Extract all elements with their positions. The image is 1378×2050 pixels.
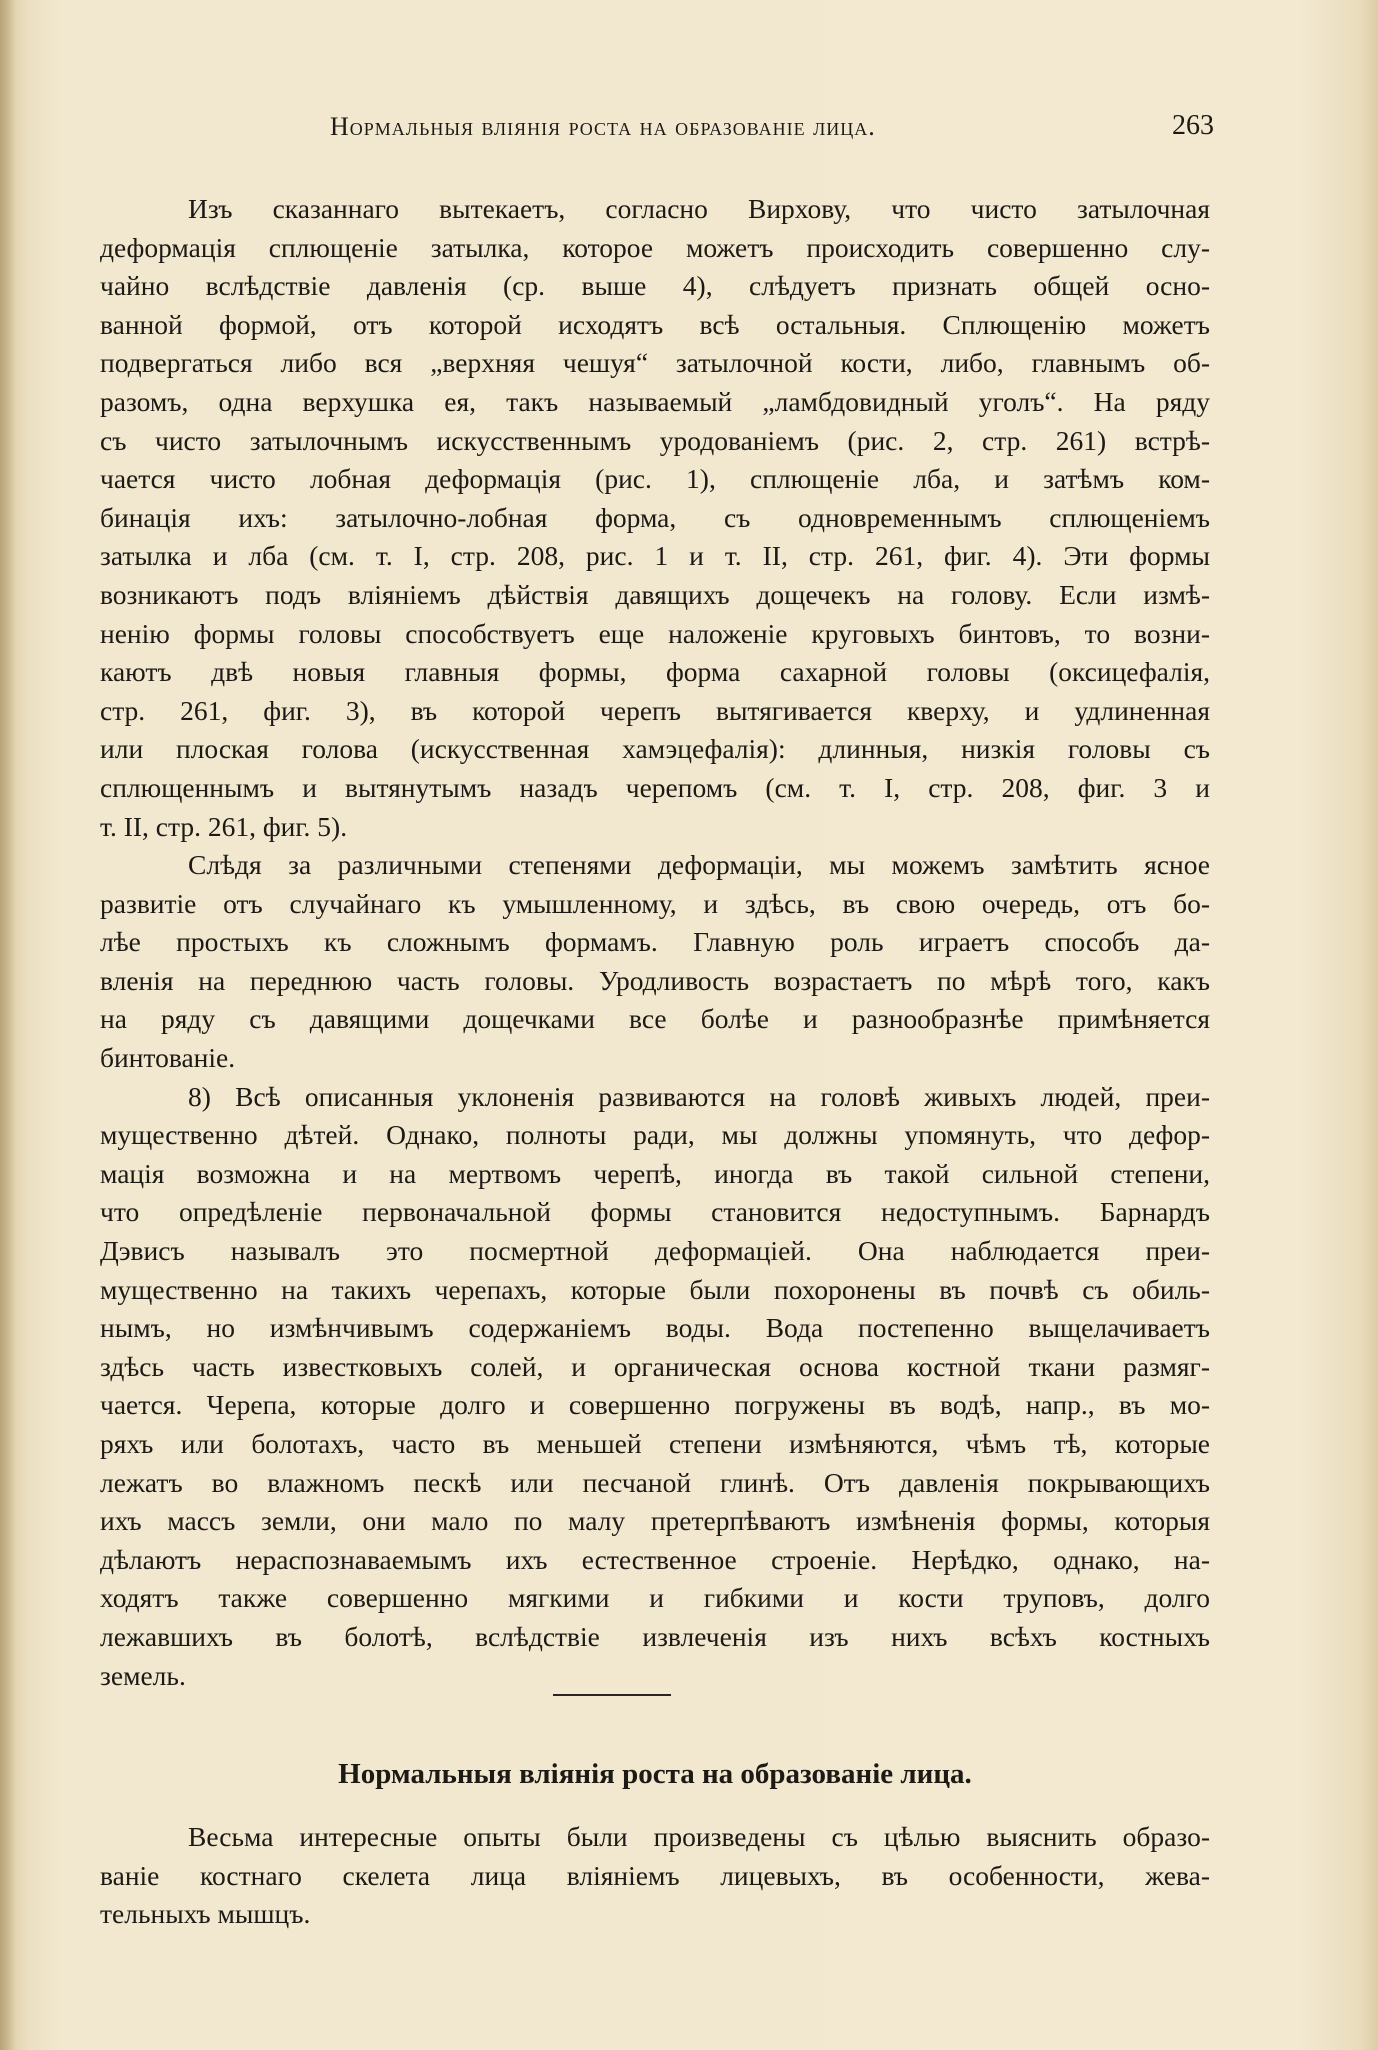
- text-line: чайно вслѣдствіе давленія (ср. выше 4), слѣдуетъ признать общей осно-: [100, 270, 1210, 302]
- text-line: подвергаться либо вся „верхняя чешуя“ затылочной кости, либо, главнымъ об-: [100, 347, 1210, 379]
- text-line: Дэвисъ называлъ это посмертной деформаціей. Она наблюдается преи-: [100, 1235, 1210, 1267]
- running-title: Нормальныя вліянія роста на образованіе лица.: [330, 112, 876, 141]
- text-line: Изъ сказаннаго вытекаетъ, согласно Вирхову, что чисто затылочная: [188, 193, 1210, 224]
- text-line: развитіе отъ случайнаго къ умышленному, и здѣсь, въ свою очередь, отъ бо-: [100, 887, 1210, 919]
- text-line: чается. Черепа, которые долго и совершенно погружены въ водѣ, напр., въ мо-: [100, 1389, 1210, 1421]
- text-line: лѣе простыхъ къ сложнымъ формамъ. Главную роль играетъ способъ да-: [100, 926, 1210, 958]
- text-line: лежатъ во влажномъ пескѣ или песчаной глинѣ. Отъ давленія покрывающихъ: [100, 1466, 1210, 1498]
- text-line: или плоская голова (искусственная хамэцефалія): длинныя, низкія головы съ: [100, 733, 1210, 765]
- text-line: ихъ массъ земли, они мало по малу претерпѣваютъ измѣненія формы, которыя: [100, 1505, 1210, 1537]
- text-line: мація возможна и на мертвомъ черепѣ, иногда въ такой сильной степени,: [100, 1157, 1210, 1189]
- text-line: затылка и лба (см. т. I, стр. 208, рис. 1 и т. II, стр. 261, фиг. 4). Эти формы: [100, 540, 1210, 572]
- text-line: бинація ихъ: затылочно-лобная форма, съ одновременнымъ сплющеніемъ: [100, 501, 1210, 533]
- text-line: разомъ, одна верхушка ея, такъ называемый „ламбдовидный уголъ“. На ряду: [100, 385, 1210, 417]
- text-line: мущественно дѣтей. Однако, полноты ради, мы должны упомянуть, что дефор-: [100, 1119, 1210, 1151]
- text-line: ряхъ или болотахъ, часто въ меньшей степени измѣняются, чѣмъ тѣ, которые: [100, 1428, 1210, 1459]
- text-line: вленія на переднюю часть головы. Уродливость возрастаетъ по мѣрѣ того, какъ: [100, 964, 1210, 996]
- page-number: 263: [1172, 110, 1214, 141]
- spine-shadow: [0, 0, 16, 2050]
- body-text: [100, 190, 1210, 1695]
- text-line: чается чисто лобная деформація (рис. 1), сплющеніе лба, и затѣмъ ком-: [100, 463, 1210, 495]
- text-line: Слѣдя за различными степенями деформаціи, мы можемъ замѣтить ясное: [188, 849, 1210, 881]
- text-line: т. II, стр. 261, фиг. 5).: [100, 810, 348, 842]
- text-line: 8) Всѣ описанныя уклоненія развиваются на головѣ живыхъ людей, преи-: [188, 1080, 1210, 1112]
- text-line: мущественно на такихъ черепахъ, которые были похоронены въ почвѣ съ обиль-: [100, 1273, 1210, 1305]
- text-line: Весьма интересные опыты были произведены съ цѣлью выяснить образо-: [188, 1821, 1210, 1852]
- text-line: здѣсь часть известковыхъ солей, и органическая основа костной ткани размяг-: [100, 1350, 1210, 1382]
- text-line: возникаютъ подъ вліяніемъ дѣйствія давящихъ дощечекъ на голову. Если измѣ-: [100, 578, 1210, 610]
- text-line: ходятъ также совершенно мягкими и гибкими и кости труповъ, долго: [100, 1582, 1210, 1614]
- text-line: что опредѣленіе первоначальной формы становится недоступнымъ. Барнардъ: [100, 1196, 1210, 1228]
- text-line: деформація сплющеніе затылка, которое можетъ происходить совершенно слу-: [100, 231, 1210, 263]
- text-line: тельныхъ мышцъ.: [100, 1898, 311, 1930]
- text-line: каютъ двѣ новыя главныя формы, форма сахарной головы (оксицефалія,: [100, 656, 1210, 688]
- text-line: дѣлаютъ нераспознаваемымъ ихъ естественное строеніе. Нерѣдко, однако, на-: [100, 1543, 1210, 1575]
- section-text: [100, 1818, 1210, 1934]
- section-title: Нормальныя вліянія роста на образованіе лица.: [338, 1758, 972, 1790]
- text-line: съ чисто затылочнымъ искусственнымъ уродованіемъ (рис. 2, стр. 261) встрѣ-: [100, 424, 1210, 456]
- text-line: ненію формы головы способствуетъ еще наложеніе круговыхъ бинтовъ, то возни-: [100, 617, 1210, 649]
- text-line: земель.: [100, 1659, 186, 1691]
- running-head: [100, 112, 1220, 152]
- section-divider: [553, 1694, 671, 1696]
- text-line: ванной формой, отъ которой исходятъ всѣ остальныя. Сплющенію можетъ: [100, 308, 1210, 340]
- text-line: ваніе костнаго скелета лица вліяніемъ лицевыхъ, въ особенности, жева-: [100, 1859, 1210, 1891]
- text-line: сплющеннымъ и вытянутымъ назадъ черепомъ (см. т. I, стр. 208, фиг. 3 и: [100, 771, 1210, 803]
- text-line: нымъ, но измѣнчивымъ содержаніемъ воды. Вода постепенно выщелачиваетъ: [100, 1312, 1210, 1344]
- text-line: стр. 261, фиг. 3), въ которой черепъ вытягивается кверху, и удлиненная: [100, 694, 1210, 726]
- text-line: бинтованіе.: [100, 1042, 236, 1074]
- text-line: на ряду съ давящими дощечками все болѣе и разнообразнѣе примѣняется: [100, 1003, 1210, 1035]
- text-line: лежавшихъ въ болотѣ, вслѣдствіе извлеченія изъ нихъ всѣхъ костныхъ: [100, 1620, 1210, 1652]
